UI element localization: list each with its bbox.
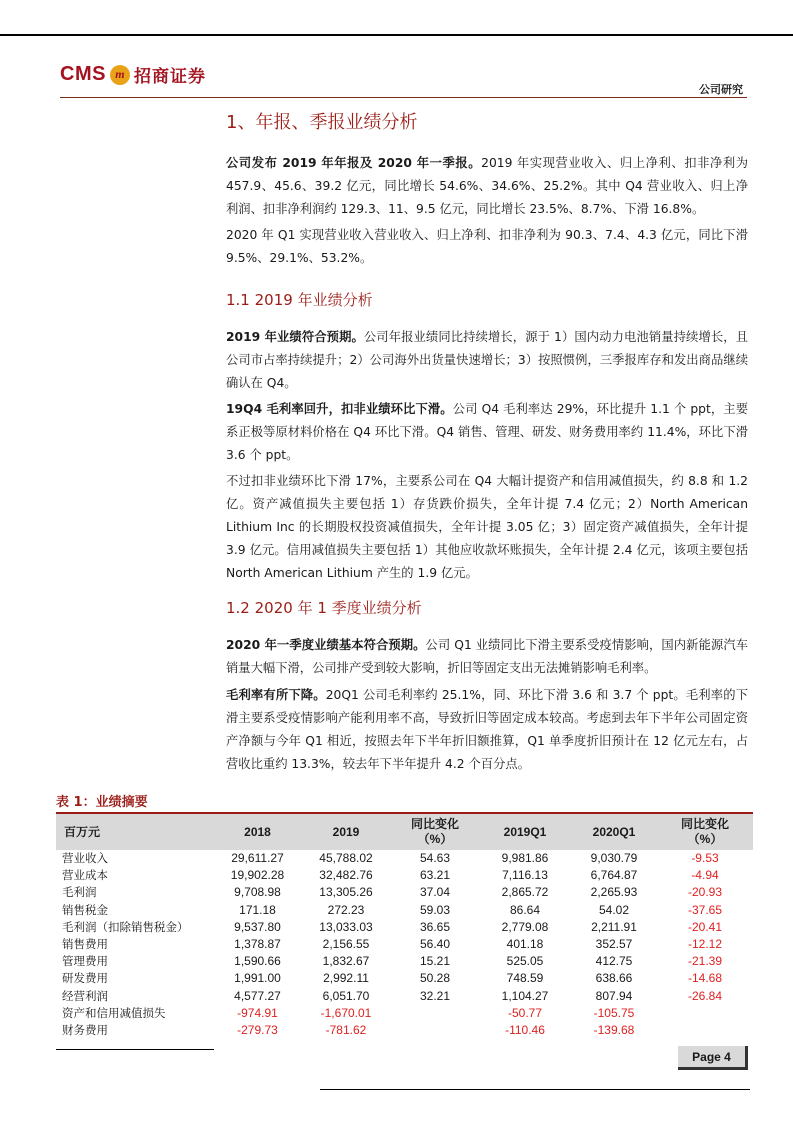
paragraph-annual-report <box>226 152 748 221</box>
table-cell: 525.05 <box>506 954 544 969</box>
table-row <box>56 867 753 884</box>
paragraph-body: 公司年报业绩同比持续增长，源于 1）国内动力电池销量持续增长，且公司市占率持续提升；2）公司海外出货量快速增长；3）按照惯例，三季报库存和发出商品继续确认在 Q4。 <box>226 330 748 390</box>
table-cell: -9.53 <box>691 851 719 866</box>
table-row-label: 营业成本 <box>62 868 108 883</box>
table-row <box>56 919 753 936</box>
table-header-row <box>56 814 753 850</box>
table-cell: -26.84 <box>687 988 723 1003</box>
table-cell: 171.18 <box>239 902 276 917</box>
paragraph-lead: 2020 年一季度业绩基本符合预期。 <box>226 638 426 652</box>
table-cell: 56.40 <box>419 937 451 952</box>
table-cell: -20.41 <box>687 919 723 934</box>
paragraph-2019-expectation <box>226 326 748 395</box>
logo-text: CMS <box>60 63 106 85</box>
section-title: 1、年报、季报业绩分析 <box>226 112 418 133</box>
table-cell: 9,708.98 <box>234 885 281 900</box>
table-row-label: 毛利润 <box>62 885 97 900</box>
paragraph-impairment <box>226 470 748 585</box>
table-header-cell: 同比变化 （%） <box>410 817 459 846</box>
company-logo <box>60 62 206 87</box>
subsection-title-2020q1: 1.2 2020 年 1 季度业绩分析 <box>226 599 422 617</box>
table-header-cell: 2018 <box>244 824 271 839</box>
table-cell: -139.68 <box>593 1022 635 1037</box>
table-cell: 63.21 <box>419 868 451 883</box>
paragraph-lead: 2019 年业绩符合预期。 <box>226 330 364 344</box>
table-header-cell: 2019 <box>332 824 360 839</box>
header-rule <box>60 97 747 98</box>
table-cell: 1,590.66 <box>234 954 281 969</box>
paragraph-q1-report <box>226 224 748 270</box>
table-cell: 13,033.03 <box>319 919 373 934</box>
table-cell: 9,537.80 <box>234 919 281 934</box>
paragraph-lead: 公司发布 2019 年年报及 2020 年一季报。 <box>226 156 482 170</box>
table-cell: -4.94 <box>691 868 719 883</box>
table-cell: 59.03 <box>419 902 451 917</box>
table-cell: -1,670.01 <box>320 1005 372 1020</box>
table-cell: 401.18 <box>506 937 544 952</box>
table-row-label: 销售费用 <box>62 937 108 952</box>
table-cell: 9,981.86 <box>501 851 549 866</box>
logo-chinese-name: 招商证券 <box>133 67 206 87</box>
page-number-badge: Page 4 <box>678 1046 748 1070</box>
paragraph-body: 20Q1 公司毛利率约 25.1%，同、环比下滑 3.6 和 3.7 个 ppt。毛利率的下滑主要系受疫情影响产能利用率不高，导致折旧等固定成本较高。考虑到去年下半年公司固定资产净额与今年 Q1 相近，按照去年下半年折旧额推算，Q1 单季度折旧预计在 12 亿元左右，占营收比重约 13.3%，较去年下半年提升 4.2 个百分点。 <box>226 688 748 771</box>
table-cell: 54.02 <box>598 902 630 917</box>
table-cell: 32,482.76 <box>319 868 373 883</box>
table-row-label: 财务费用 <box>62 1022 108 1037</box>
table-body <box>56 850 753 1039</box>
table-cell: -974.91 <box>237 1005 278 1020</box>
table-row-label: 毛利润（扣除销售税金） <box>62 919 189 934</box>
table-cell <box>657 1005 753 1022</box>
table-row <box>56 850 753 867</box>
table-cell <box>657 1022 753 1039</box>
table-cell: -37.65 <box>687 902 723 917</box>
table-cell: 50.28 <box>419 971 451 986</box>
paragraph-body: 不过扣非业绩环比下滑 17%，主要系公司在 Q4 大幅计提资产和信用减值损失，约 8.8 和 1.2 亿。资产减值损失主要包括 1）存货跌价损失，全年计提 7.4 亿元；2）North American Lithium Inc 的长期股权投资减值损失，全年计提 3.05 亿；3）固定资产减值损失，全年计提 3.9 亿元。信用减值损失主要包括 1）其他应收款坏账损失，全年计提 2.4 亿元，该项主要包括 North American Lithium 产生的 1.9 亿元。 <box>226 474 748 580</box>
table-cell: -14.68 <box>687 971 723 986</box>
table-row <box>56 1005 753 1022</box>
table-cell: 1,378.87 <box>234 937 281 952</box>
subsection-title-2019: 1.1 2019 年业绩分析 <box>226 291 373 309</box>
table-row-label: 资产和信用减值损失 <box>62 1005 166 1020</box>
table-cell: 86.64 <box>509 902 541 917</box>
table-cell <box>391 1005 479 1022</box>
table-cell: 4,577.27 <box>234 988 281 1003</box>
table-cell: 37.04 <box>419 885 451 900</box>
table-cell: 2,211.91 <box>591 919 637 934</box>
table-cell: 2,865.72 <box>501 885 549 900</box>
table-cell <box>391 1022 479 1039</box>
table-cell: 45,788.02 <box>319 851 373 866</box>
table-cell: 6,764.87 <box>590 868 638 883</box>
table-cell: 748.59 <box>506 971 544 986</box>
table-cell: 15.21 <box>419 954 451 969</box>
table-row <box>56 902 753 919</box>
table-cell: -20.93 <box>687 885 723 900</box>
table-cell: -21.39 <box>687 954 723 969</box>
table-cell: 412.75 <box>595 954 633 969</box>
table-cell: 2,156.55 <box>322 937 370 952</box>
paragraph-body: 2020 年 Q1 实现营业收入营业收入、归上净利、扣非净利为 90.3、7.4、4.3 亿元，同比下滑 9.5%、29.1%、53.2%。 <box>226 228 748 265</box>
table-row <box>56 953 753 970</box>
table-cell: 54.63 <box>419 851 451 866</box>
table-cell: 2,265.93 <box>590 885 638 900</box>
table-cell: 6,051.70 <box>322 988 370 1003</box>
table-header-cell: 2020Q1 <box>592 824 636 839</box>
document-type: 公司研究 <box>699 83 743 96</box>
table-cell: 9,030.79 <box>590 851 638 866</box>
table-cell: 1,104.27 <box>501 988 549 1003</box>
table-header-unit: 百万元 <box>64 824 101 839</box>
table-cell: -279.73 <box>237 1022 278 1037</box>
paragraph-lead: 毛利率有所下降。 <box>226 688 326 702</box>
table-row <box>56 884 753 901</box>
table-row-label: 销售税金 <box>62 902 108 917</box>
table-cell: -105.75 <box>593 1005 635 1020</box>
table-cell: 1,991.00 <box>234 971 281 986</box>
table-cell: 29,611.27 <box>231 851 284 866</box>
table-cell: 638.66 <box>595 971 633 986</box>
table-row-label: 经营利润 <box>62 988 108 1003</box>
logo-mark-icon: m <box>110 65 130 85</box>
table-cell: -50.77 <box>507 1005 543 1020</box>
table-cell: -110.46 <box>505 1022 545 1037</box>
table-header-cell: 同比变化 （%） <box>680 817 729 846</box>
table-cell: 13,305.26 <box>319 885 373 900</box>
paragraph-gross-margin <box>226 684 748 776</box>
table-cell: 2,779.08 <box>501 919 549 934</box>
paragraph-2020q1-expectation <box>226 634 748 680</box>
table-cell: 807.94 <box>595 988 633 1003</box>
table-row <box>56 970 753 987</box>
table-cell: -12.12 <box>687 937 723 952</box>
table-cell: 7,116.13 <box>502 868 548 883</box>
table-row <box>56 1022 753 1039</box>
table-row <box>56 988 753 1005</box>
table-cell: 32.21 <box>419 988 451 1003</box>
table-title: 表 1：业绩摘要 <box>56 795 148 810</box>
table-bottom-rule <box>56 1049 214 1050</box>
table-cell: 352.57 <box>595 937 633 952</box>
table-cell: 2,992.11 <box>323 971 369 986</box>
table-row-label: 营业收入 <box>62 851 108 866</box>
table-cell: 19,902.28 <box>230 868 285 883</box>
performance-summary-table <box>56 814 753 1039</box>
paragraph-body: 公司 Q4 毛利率达 29%，环比提升 1.1 个 ppt，主要系正极等原材料价格在 Q4 环比下滑。Q4 销售、管理、研发、财务费用率约 11.4%，环比下滑 3.6 个 ppt。 <box>226 402 748 462</box>
table-row-label: 管理费用 <box>62 954 108 969</box>
table-cell: -781.62 <box>325 1022 367 1037</box>
table-cell: 272.23 <box>327 902 365 917</box>
table-row <box>56 936 753 953</box>
table-cell: 1,832.67 <box>322 954 370 969</box>
paragraph-body: 公司 Q1 业绩同比下滑主要系受疫情影响，国内新能源汽车销量大幅下滑，公司排产受到较大影响，折旧等固定支出无法摊销影响毛利率。 <box>226 638 748 675</box>
table-header-cell: 2019Q1 <box>503 824 547 839</box>
paragraph-body: 2019 年实现营业收入、归上净利、扣非净利为 457.9、45.6、39.2 亿元，同比增长 54.6%、34.6%、25.2%。其中 Q4 营业收入、归上净利润、扣非净利润约 129.3、11、9.5 亿元，同比增长 23.5%、8.7%、下滑 16.8%。 <box>226 156 748 216</box>
paragraph-19q4-margin <box>226 398 748 467</box>
paragraph-lead: 19Q4 毛利率回升，扣非业绩环比下滑。 <box>226 402 453 416</box>
footer-rule <box>320 1089 750 1090</box>
table-row-label: 研发费用 <box>62 971 108 986</box>
table-cell: 36.65 <box>419 919 451 934</box>
top-rule <box>0 34 793 36</box>
